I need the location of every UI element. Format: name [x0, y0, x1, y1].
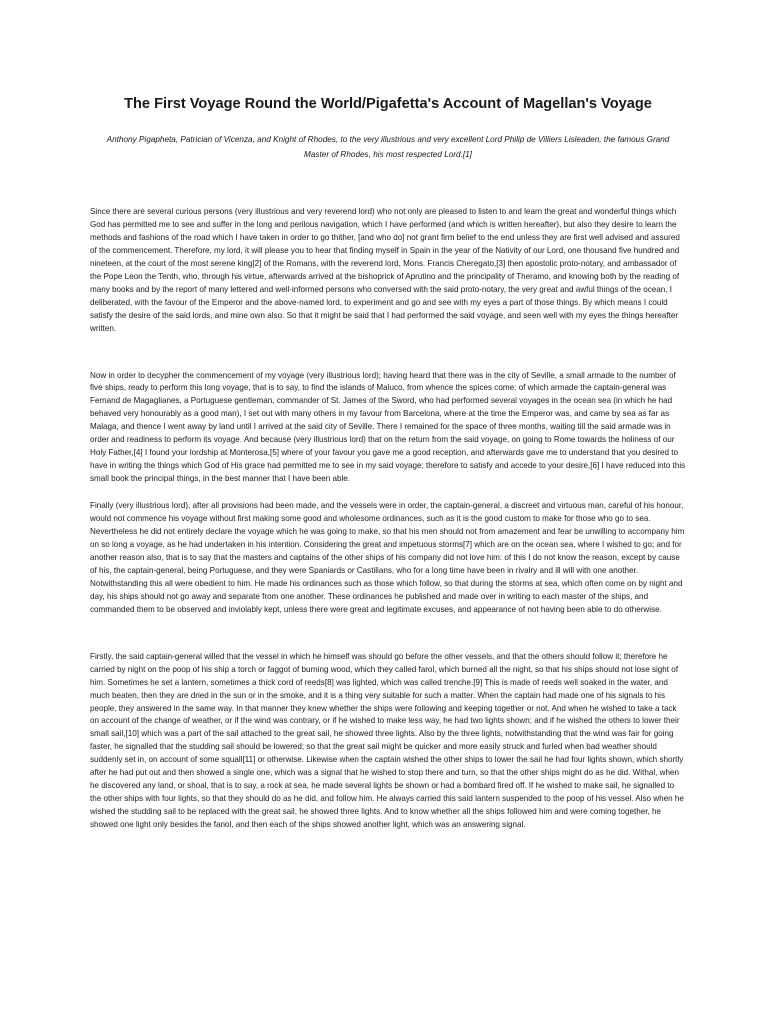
paragraph-3: Finally (very illustrious lord), after all provisions had been made, and the vessels were in order, the captain-general, a discreet and virtuous man, careful of his honour, would not commence his voyage without first making some good and wholesome ordinances, such as it is the good custom to make for those who go to sea. Nevertheless he did not entirely declare the voyage which he was going to make, so that his men should not from amazement and fear be unwilling to accompany him on so long a voyage, as he had undertaken in his intention. Considering the great and impetuous storms[7] which are on the ocean sea, where I wished to go; and for another reason also, that is to say that the masters and captains of the other ships of his company did not love him: of this I do not know the reason, except by cause of his, the captain-general, being Portuguese, and they were Spaniards or Castilians, who for a long time have been in rivalry and ill will with one another. Notwithstanding this all were obedient to him. He made his ordinances such as those which follow, so that during the storms at sea, which often come on by night and day, his ships should not go away and separate from one another. These ordinances he published and made over in writing to each master of the ships, and commanded them to be observed and inviolably kept, unless there were great and legitimate excuses, and appearance of not having been able to do otherwise.: [90, 501, 685, 614]
paragraph-spacer: [90, 617, 686, 651]
paragraph-spacer: [90, 486, 686, 500]
paragraph-4: Firstly, the said captain-general willed that the vessel in which he himself was should go before the other vessels, and that the others should follow it; therefore he carried by night on the poop of his ship a torch or faggot of burning wood, which they called farol, which burned all the night, so that his ships should not lose sight of him. Sometimes he set a lantern, sometimes a thick cord of reeds[8] was lighted, which was called trenche.[9] This is made of reeds well soaked in the water, and much beaten, then they are dried in the sun or in the smoke, and it is a thing very suitable for such a matter. When the captain had made one of his signals to his people, they answered in the same way. In that manner they knew whether the ships were following and keeping together or not. And when he wished to take a tack on account of the change of weather, or if the wind was contrary, or if he wished to make less way, he had two lights shown; and if he wished the others to lower their small sail,[10] which was a part of the sail attached to the great sail, he showed three lights. Also by the three lights, notwithstanding that the wind was fair for going faster, he signalled that the studding sail should be lowered; so that the great sail might be quicker and more easily struck and furled when bad weather should suddenly set in, on account of some squall[11] or otherwise. Likewise when the captain wished the other ships to lower the sail he had four lights shown, which shortly after he had put out and then showed a single one, which was a signal that he wished to stop there and turn, so that the other ships might do as he did. Withal, when he discovered any land, or shoal, that is to say, a rock at sea, he made several lights be shown or had a bombard fired off. If he wished to make sail, he signalled to the other ships with four lights, so that they should do as he did, and follow him. He always carried this said lantern suspended to the poop of his vessel. Also when he wished the studding sail to be replaced with the great sail, he showed three lights. And to know whether all the ships followed him and were coming together, he showed one light only besides the fanol, and then each of the ships showed another light, which was an answering signal.: [90, 651, 684, 830]
paragraph-1: Since there are several curious persons (very illustrious and very reverend lord) who not only are pleased to listen to and learn the great and wonderful things which God has permitted me to see and suffer in the long and perilous navigation, which I have performed (and which is written hereafter), but also they desire to learn the methods and fashions of the road which I have taken in order to go thither, [and who do] not grant firm belief to the end unless they are first well advised and assured of the commencement. Therefore, my lord, it will please you to hear that finding myself in Spain in the year of the Nativity of our Lord, one thousand five hundred and nineteen, at the court of the most serene king[2] of the Romans, with the reverend lord, Mons. Francis Cheregato,[3] then apostolic proto-notary, and ambassador of the Pope Leon the Tenth, who, through his virtue, afterwards arrived at the bishoprick of Aprutino and the principality of Theramo, and knowing both by the reading of many books and by the report of many lettered and well-informed persons who conversed with the said proto-notary, the very great and awful things of the ocean, I deliberated, with the favour of the Emperor and the above-named lord, to experiment and go and see with my eyes a part of those things. By which means I could satisfy the desire of the said lords, and mine own also. So that it might be said that I had performed the said voyage, and seen well with my eyes the things hereafter written.: [90, 207, 680, 333]
page-title: The First Voyage Round the World/Pigafetta's Account of Magellan's Voyage: [124, 96, 652, 112]
paragraph-spacer: [90, 336, 686, 370]
paragraph-2: Now in order to decypher the commencement of my voyage (very illustrious lord); having heard that there was in the city of Seville, a small armade to the number of five ships, ready to perform this long voyage, that is to say, to find the islands of Maluco, from whence the spices come: of which armade the captain-general was Fernand de Magaglianes, a Portuguese gentleman, commander of St. James of the Sword, who had performed several voyages in the ocean sea (in which he had behaved very honourably as a good man), I set out with many others in my favour from Barcelona, where at the time the Emperor was, and came by sea as far as Malaga, and thence I went away by land until I arrived at the said city of Seville. There I remained for the space of three months, waiting till the said armade was in order and readiness to perform its voyage. And because (very illustrious lord) that on the return from the said voyage, on going to Rome towards the holiness of our Holy Father,[4] I found your lordship at Monterosa,[5] where of your favour you gave me a good reception, and afterwards gave me to understand that you desired to have in writing the things which God of His grace had permitted me to see in my said voyage; therefore to satisfy and accede to your desire,[6] I have reduced into this small book the principal things, in the best manner that I have been able.: [90, 370, 686, 484]
dedication-text: Anthony Pigapheta, Patrician of Vicenza, and Knight of Rhodes, to the very illustrious and very excellent Lord Philip de Villiers Lisleaden, the famous Grand Master of Rhodes, his most respected Lord.[1]: [106, 135, 670, 159]
